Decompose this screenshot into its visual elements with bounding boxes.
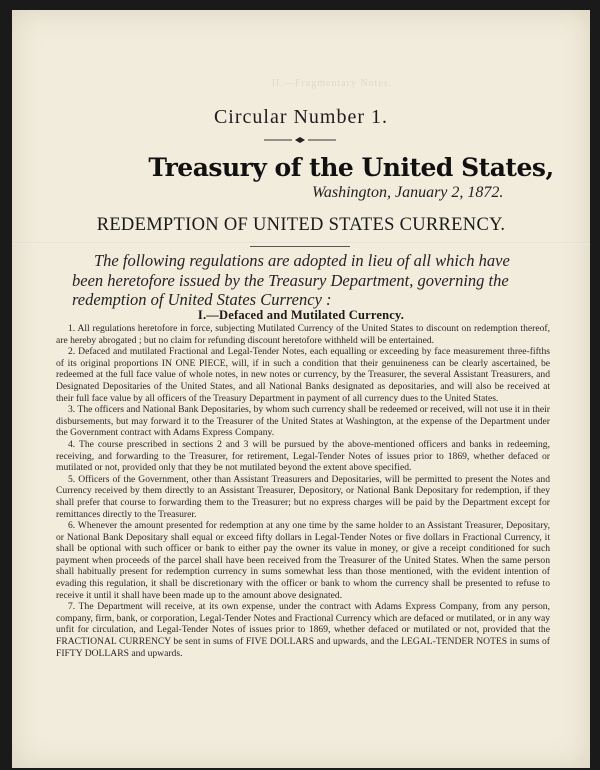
treasury-title: Treasury of the United States, xyxy=(148,153,554,182)
regulations-body xyxy=(56,323,550,659)
paragraph: 5. Officers of the Government, other than Assistant Treasurers and Depositaries, will be permitted to present the Notes and Currency received by them directly to an Assistant Treasurer, Depository, or National Bank Depositary for redemption, if they shall prefer that course to forwarding them to the Treasurer; but no express charges will be paid by the Department except for remittances directly to the Treasurer. xyxy=(56,473,550,520)
paragraph: 3. The officers and National Bank Depositaries, by whom such currency shall be redeemed or received, will not use it in their disbursements, but may forward it to the Treasurer of the United States at Washington, at the expense of the Department under the Government contract with Adams Express Company. xyxy=(56,404,550,439)
fold-crease xyxy=(12,242,590,244)
paragraph: 7. The Department will receive, at its own expense, under the contract with Adams Express Company, from any person, company, firm, bank, or corporation, Legal-Tender Notes and Fractional Currency which are defaced or mutilated, or in any way unfit for circulation, and Legal-Tender Notes of issues prior to 1869, whether defaced or mutilated or not, provided that the FRACTIONAL CURRENCY be sent in sums of FIVE DOLLARS and upwards, and the LEGAL-TENDER NOTES in sums of FIFTY DOLLARS and upwards. xyxy=(56,601,550,659)
section-heading: I.—Defaced and Mutilated Currency. xyxy=(197,308,405,322)
ornament-divider-icon xyxy=(262,136,338,144)
intro-paragraph: The following regulations are adopted in lieu of all which have been heretofore issued by the Treasury Department, governing the redemption of United States Currency : xyxy=(72,251,510,309)
paragraph: 6. Whenever the amount presented for redemption at any one time by the same holder to an Assistant Treasurer, Depositary, or National Bank Depositary shall equal or exceed fifty dollars in Legal-Tender Notes or five dollars in Fractional Currency, it shall be optional with such officer or bank to either pay the owner its value in money, or give a receipt conditioned for such payment when proceeds of the parcel shall have been received from the Treasurer of the United States. When the same person shall habitually present for redemption currency in sums somewhat less than those mentioned, with the evident intention of evading this regulation, it shall be discretionary with the officer or bank to whom the currency shall be presented to refuse to receive it until it shall have been made up to the amount above designated. xyxy=(56,520,550,601)
dateline: Washington, January 2, 1872. xyxy=(312,184,504,201)
show-through-text: II.—Fragmentary Notes. xyxy=(271,78,393,89)
paragraph: 4. The course prescribed in sections 2 and 3 will be pursued by the above-mentioned officers and banks in redeeming, receiving, and forwarding to the Treasurer, for retirement, Legal-Tender Notes of issues prior to 1869, whether defaced or mutilated or not, provided only that they be not mutilated beyond the extent above specified. xyxy=(56,438,550,474)
circular-title: Circular Number 1. xyxy=(213,106,389,128)
paragraph: 2. Defaced and mutilated Fractional and Legal-Tender Notes, each equalling or exceeding by face measurement three-fifths of its original proportions IN ONE PIECE, will, if in such a condition that their genuineness can be clearly ascertained, be redeemed at the full face value of whole notes, in new notes or currency, by the Treasurer, the several Assistant Treasurers, and Designated Depositaries of the United States, and all National Banks designated as depositaries, and will also be received at their full face value by all officers of the Treasury Department in payment of all currency dues to the United States. xyxy=(56,346,550,404)
document-headline: REDEMPTION OF UNITED STATES CURRENCY. xyxy=(96,215,506,235)
document-page xyxy=(12,10,590,768)
headline-rule xyxy=(250,246,350,247)
paragraph: 1. All regulations heretofore in force, subjecting Mutilated Currency of the United States to discount on redemption thereof, are hereby abrogated ; but no claim for refunding discount heretofore withheld will be entertained. xyxy=(56,323,550,346)
